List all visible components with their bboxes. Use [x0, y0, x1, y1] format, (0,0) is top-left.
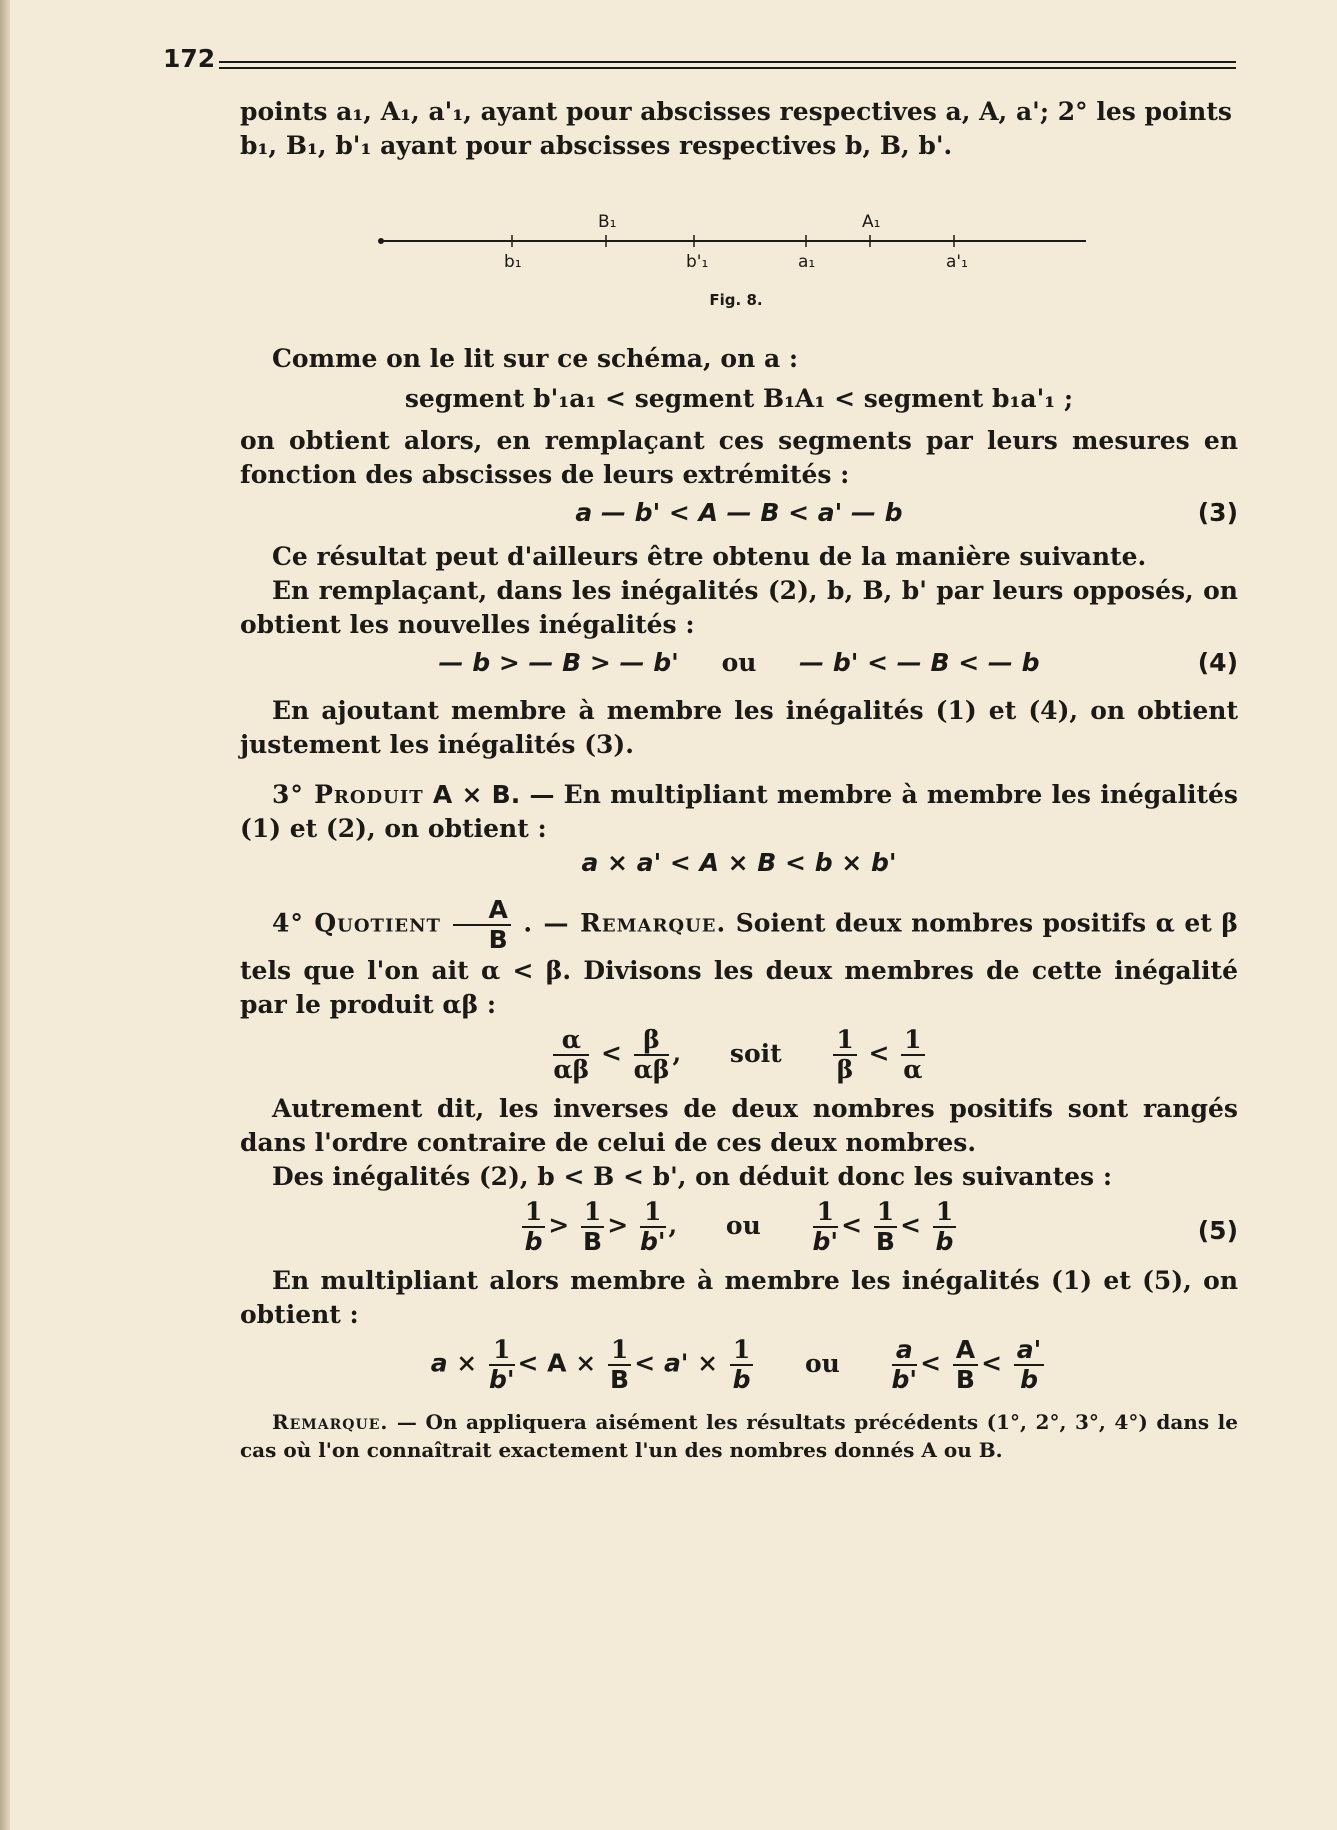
- number-line-diagram: [376, 205, 1096, 285]
- denominator: α: [903, 1055, 923, 1084]
- page-header: [163, 44, 1236, 76]
- equation-5: $\frac{1}{b}$ > $\frac{1}{B}$ > $\frac{1}{b'}$ , ou $\frac{1}{b'}$ < $\frac{1}{B}$ < $\frac{1}{b}$ (5): [240, 1198, 1238, 1256]
- paragraph-quotient: [240, 896, 1238, 1022]
- section-heading-expr: A × B.: [432, 780, 521, 809]
- denominator: αβ: [553, 1055, 590, 1084]
- equation-number: (5): [1197, 1216, 1238, 1245]
- denominator: b': [891, 1365, 918, 1394]
- paragraph: Des inégalités (2), b < B < b', on déduit donc les suivantes :: [272, 1162, 1113, 1191]
- denominator: b: [732, 1365, 751, 1394]
- section-heading: 4° Quotient: [272, 908, 441, 938]
- fraction: [833, 1026, 856, 1084]
- equation-6: a × $\frac{1}{b'}$ < A × $\frac{1}{B}$ < a' × $\frac{1}{b}$ ou $\frac{a}{b'}$ < $\frac{A}{B}$ < $\frac{a'}{b}$: [240, 1336, 1238, 1394]
- text-line: b₁, B₁, b'₁ ayant pour abscisses respectives b, B, b'.: [240, 131, 953, 160]
- denominator: b': [812, 1227, 839, 1256]
- equation-3: [240, 496, 1238, 530]
- fraction: [901, 1026, 924, 1084]
- label-B1: B₁: [598, 212, 617, 232]
- numerator: 1: [833, 1026, 856, 1056]
- header-rule: [219, 67, 1236, 69]
- symbol: a: [430, 1348, 448, 1378]
- numerator: α: [553, 1026, 589, 1056]
- figure-caption: Fig. 8.: [709, 291, 763, 309]
- remark-heading: Remarque.: [272, 1410, 389, 1434]
- paragraph: En remplaçant, dans les inégalités (2), b, B, b' par leurs opposés, on obtient les nouvelles inégalités :: [240, 576, 1238, 639]
- numerator: 1: [901, 1026, 924, 1056]
- numerator: 1: [874, 1198, 897, 1228]
- fraction: [640, 1198, 666, 1256]
- fraction: [553, 1026, 589, 1084]
- paragraph: En multipliant alors membre à membre les inégalités (1) et (5), on obtient :: [240, 1266, 1238, 1329]
- paragraph-produit: [240, 778, 1238, 846]
- fraction: [608, 1336, 631, 1394]
- paragraph-text: — En multipliant membre à membre les inégalités (1) et (2), on obtient :: [240, 780, 1238, 843]
- fraction: [933, 1198, 956, 1256]
- fraction: [953, 1336, 978, 1394]
- numerator: 1: [522, 1198, 545, 1228]
- paragraph: on obtient alors, en remplaçant ces segments par leurs mesures en fonction des abscisses de leurs extrémités :: [240, 426, 1238, 489]
- paragraph-text: Soient deux nombres positifs α et β tels que l'on ait α < β. Divisons les deux membres de cette inégalité par le produit αβ :: [240, 908, 1238, 1019]
- label-b1-prime: b'₁: [686, 252, 709, 272]
- denominator: b: [935, 1227, 954, 1256]
- word-ou: ou: [725, 1210, 761, 1240]
- equation-body: a × a' < A × B < b × b': [581, 848, 897, 877]
- denominator: B: [610, 1365, 630, 1394]
- numerator: 1: [730, 1336, 753, 1366]
- word-ou: ou: [804, 1348, 840, 1378]
- denominator: αβ: [633, 1055, 670, 1084]
- numerator: 1: [608, 1336, 631, 1366]
- numerator: 1: [640, 1198, 666, 1228]
- equation-number: (3): [1197, 498, 1238, 527]
- paragraph: Comme on le lit sur ce schéma, on a :: [272, 344, 799, 373]
- paragraph-points: [240, 95, 1238, 163]
- fraction: [813, 1198, 839, 1256]
- equation-ou: ou: [721, 648, 757, 677]
- header-rule: [219, 61, 1236, 63]
- figure-8: [376, 205, 1096, 315]
- denominator: B: [583, 1227, 603, 1256]
- fraction: [489, 1336, 515, 1394]
- paragraph: Autrement dit, les inverses de deux nombres positifs sont rangés dans l'ordre contraire de celui de ces deux nombres.: [240, 1094, 1238, 1157]
- fraction: [634, 1026, 670, 1084]
- fraction: [581, 1198, 604, 1256]
- equation-left: — b > — B > — b': [438, 648, 679, 677]
- label-b1: b₁: [504, 252, 522, 272]
- fraction-numerator: A: [453, 896, 510, 926]
- equation-product: [240, 846, 1238, 880]
- denominator: b: [1020, 1365, 1038, 1394]
- equation-4: [240, 646, 1238, 680]
- word-soit: soit: [729, 1038, 782, 1068]
- remark-heading: . — Remarque.: [523, 908, 727, 938]
- label-a1: a₁: [798, 252, 816, 272]
- denominator: b': [488, 1365, 515, 1394]
- fraction: [730, 1336, 753, 1394]
- label-A1: A₁: [862, 212, 881, 232]
- equation-segments: segment b'₁a₁ < segment B₁A₁ < segment b₁a'₁ ;: [404, 384, 1074, 413]
- numerator: 1: [933, 1198, 956, 1228]
- denominator: β: [836, 1055, 854, 1084]
- fraction-denominator: B: [488, 925, 508, 954]
- numerator: a: [892, 1336, 918, 1366]
- main-text: [240, 342, 1238, 1464]
- denominator: b': [639, 1227, 666, 1256]
- paragraph: En ajoutant membre à membre les inégalités (1) et (4), on obtient justement les inégalités (3).: [240, 696, 1238, 759]
- text-line: points a₁, A₁, a'₁, ayant pour abscisses respectives a, A, a'; 2° les points: [240, 97, 1232, 126]
- denominator: B: [875, 1227, 895, 1256]
- equation-right: — b' < — B < — b: [799, 648, 1040, 677]
- numerator: a': [1014, 1336, 1045, 1366]
- denominator: B: [955, 1365, 975, 1394]
- remark-paragraph: [240, 1408, 1238, 1464]
- equation-body: a — b' < A — B < a' — b: [575, 498, 903, 527]
- symbol: a': [663, 1348, 689, 1378]
- symbol: A: [547, 1348, 567, 1378]
- numerator: 1: [489, 1336, 515, 1366]
- fraction: [1014, 1336, 1045, 1394]
- fraction: [874, 1198, 897, 1256]
- numerator: β: [634, 1026, 670, 1056]
- equation-number: (4): [1197, 648, 1238, 677]
- numerator: 1: [813, 1198, 839, 1228]
- page-number: 172: [163, 44, 216, 73]
- fraction: [522, 1198, 545, 1256]
- numerator: 1: [581, 1198, 604, 1228]
- numerator: A: [953, 1336, 978, 1366]
- fraction-A-over-B: [453, 896, 510, 954]
- label-a1-prime: a'₁: [946, 252, 968, 272]
- section-heading: 3° Produit: [272, 780, 424, 809]
- remark-text: — On appliquera aisément les résultats précédents (1°, 2°, 3°, 4°) dans le cas où l'on connaîtrait exactement l'un des nombres donnés A ou B.: [240, 1410, 1238, 1462]
- fraction: [892, 1336, 918, 1394]
- equation-alpha-beta: $\frac{\alpha}{\alpha\beta}$ < $\frac{\beta}{\alpha\beta}$ , soit $\frac{1}{\beta}$ < $\frac{1}{\alpha}$: [240, 1026, 1238, 1084]
- paragraph: Ce résultat peut d'ailleurs être obtenu de la manière suivante.: [272, 542, 1147, 571]
- denominator: b: [524, 1227, 543, 1256]
- origin-point: [378, 238, 384, 244]
